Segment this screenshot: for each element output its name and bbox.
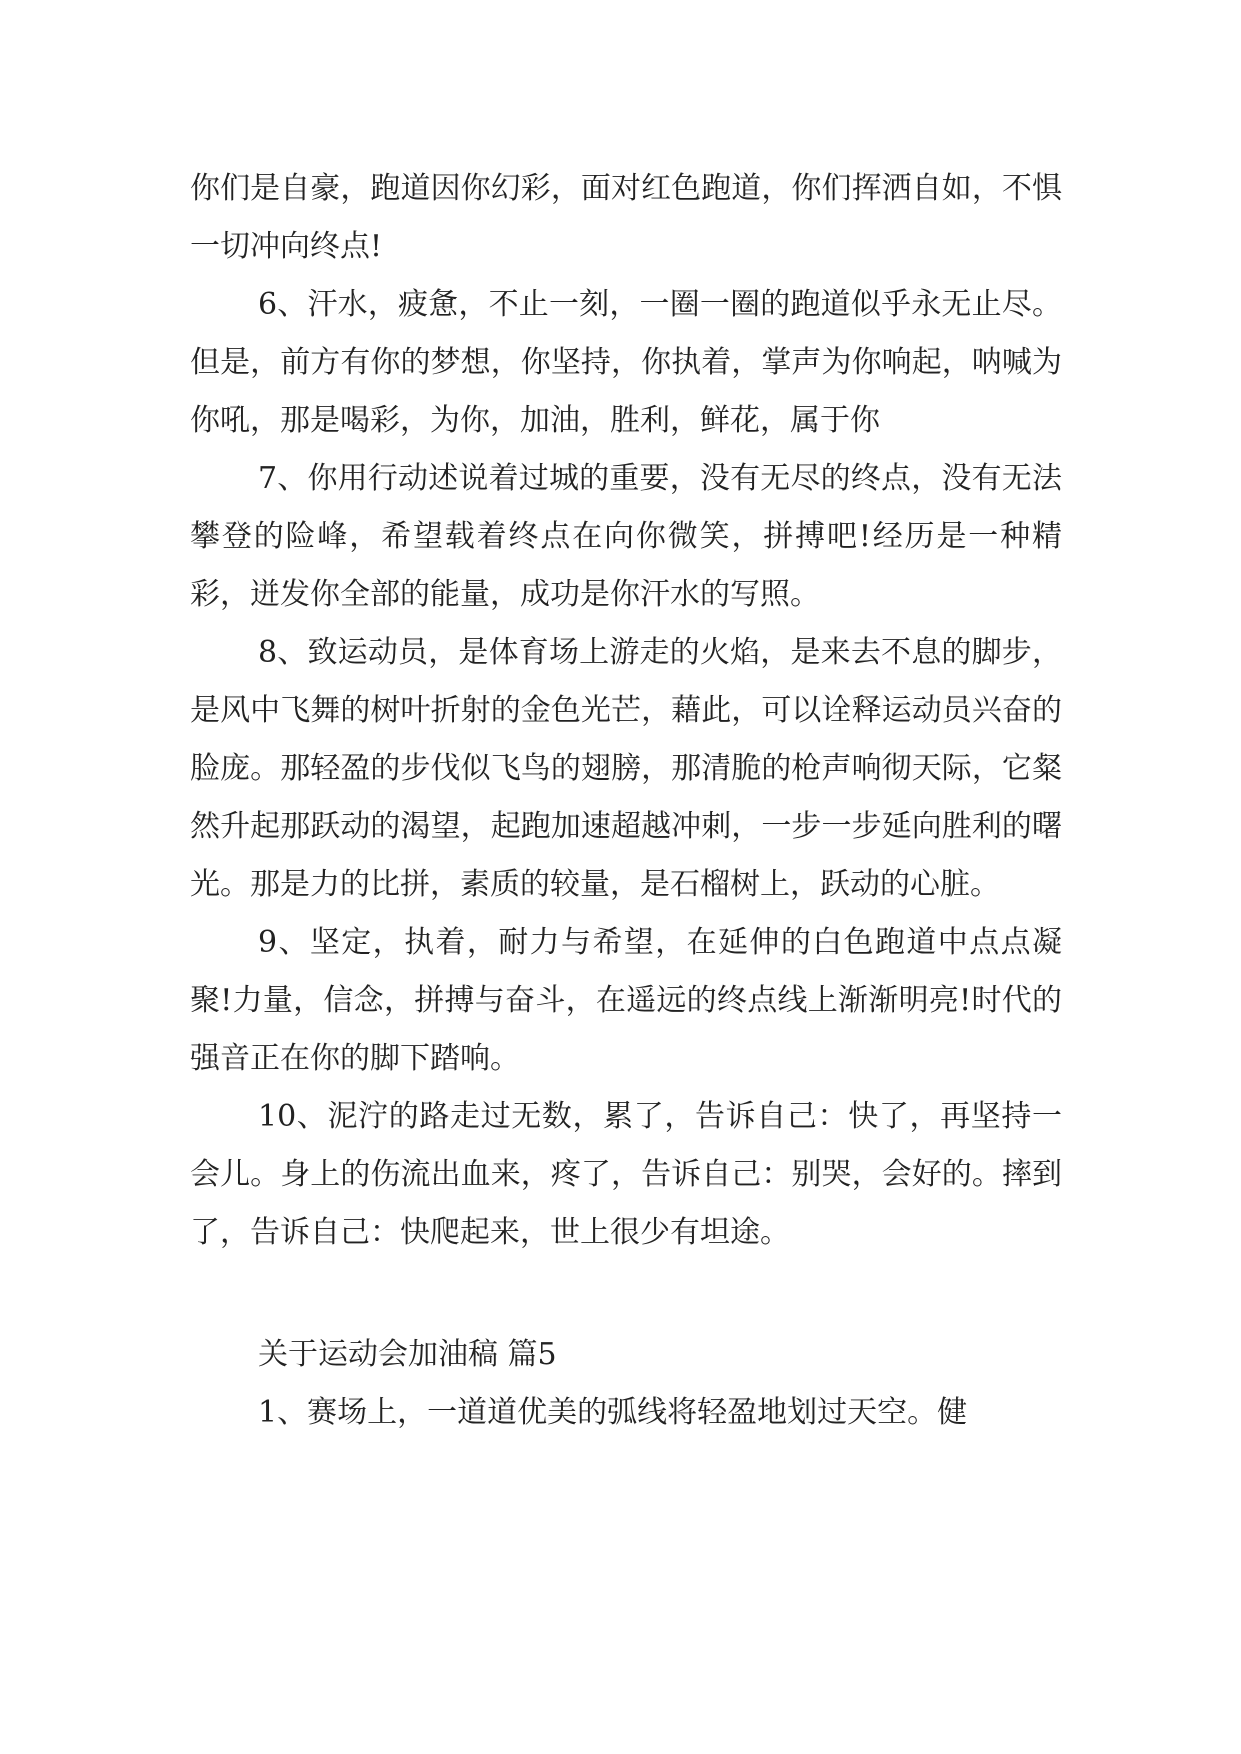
document-body bbox=[190, 160, 1062, 1442]
paragraph-item-6: 6、汗水，疲惫，不止一刻，一圈一圈的跑道似乎永无止尽。但是，前方有你的梦想，你坚持，你执着，掌声为你响起，呐喊为你吼，那是喝彩，为你，加油，胜利，鲜花，属于你 bbox=[190, 287, 1062, 438]
paragraph-item-7: 7、你用行动述说着过城的重要，没有无尽的终点，没有无法攀登的险峰，希望载着终点在向你微笑，拼搏吧!经历是一种精彩，迸发你全部的能量，成功是你汗水的写照。 bbox=[190, 461, 1062, 612]
paragraph-item-10: 10、泥泞的路走过无数，累了，告诉自己：快了，再坚持一会儿。身上的伤流出血来，疼了，告诉自己：别哭，会好的。摔到了，告诉自己：快爬起来，世上很少有坦途。 bbox=[190, 1099, 1062, 1250]
paragraph-continuation: 你们是自豪，跑道因你幻彩，面对红色跑道，你们挥洒自如，不惧一切冲向终点! bbox=[190, 171, 1062, 264]
section-title: 关于运动会加油稿 篇5 bbox=[258, 1337, 557, 1372]
section-first-paragraph: 1、赛场上，一道道优美的弧线将轻盈地划过天空。健 bbox=[258, 1395, 968, 1430]
paragraph-item-8: 8、致运动员，是体育场上游走的火焰，是来去不息的脚步，是风中飞舞的树叶折射的金色光芒，藉此，可以诠释运动员兴奋的脸庞。那轻盈的步伐似飞鸟的翅膀，那清脆的枪声响彻天际，它粲然升起那跃动的渴望，起跑加速超越冲刺，一步一步延向胜利的曙光。那是力的比拼，素质的较量，是石榴树上，跃动的心脏。 bbox=[190, 635, 1062, 902]
paragraph-item-9: 9、坚定，执着，耐力与希望，在延伸的白色跑道中点点凝聚!力量，信念，拼搏与奋斗，在遥远的终点线上渐渐明亮!时代的强音正在你的脚下踏响。 bbox=[190, 925, 1062, 1076]
